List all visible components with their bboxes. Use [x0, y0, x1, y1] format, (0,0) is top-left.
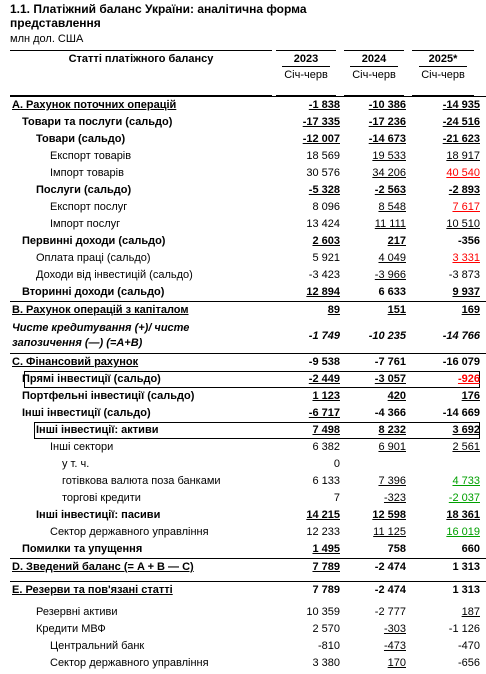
value-2023: -17 335 — [302, 116, 340, 128]
header-col-2023 — [276, 50, 336, 96]
value-2023: 1 495 — [312, 543, 340, 555]
value-2025: -21 623 — [442, 133, 480, 145]
value-2024: 12 598 — [372, 509, 406, 521]
row-label: Кредити МВФ — [36, 623, 106, 635]
value-2023: -5 328 — [308, 184, 340, 196]
value-2024: 11 125 — [373, 526, 406, 538]
value-2025: 3 331 — [452, 252, 480, 264]
row-label: Імпорт товарів — [50, 167, 124, 179]
value-2023: -1 838 — [308, 99, 340, 111]
value-2025: -24 516 — [442, 116, 480, 128]
header-year: 2025* — [428, 53, 458, 65]
table-row — [10, 490, 486, 507]
value-2025: 18 361 — [446, 509, 480, 521]
table-row — [10, 581, 486, 599]
row-label: Послуги (сальдо) — [36, 184, 132, 196]
row-label: Доходи від інвестицій (сальдо) — [36, 269, 193, 281]
table-row — [10, 439, 486, 456]
table-body — [10, 96, 486, 672]
value-2023: 5 921 — [312, 252, 340, 264]
value-2023: -6 717 — [308, 407, 340, 419]
table-row — [10, 131, 486, 148]
value-2024: 11 111 — [374, 218, 406, 230]
table-row — [10, 284, 486, 301]
row-label: Портфельні інвестиції (сальдо) — [22, 390, 195, 402]
table-row — [10, 96, 486, 114]
value-2024: -4 366 — [374, 407, 406, 419]
value-2024: 170 — [387, 657, 406, 669]
table-row — [10, 267, 486, 284]
value-2023: -12 007 — [302, 133, 340, 145]
value-2023: 7 498 — [312, 424, 340, 436]
value-2025: 9 937 — [452, 286, 480, 298]
value-2024: 19 533 — [372, 150, 406, 162]
row-label: B. Рахунок операцій з капіталом — [12, 304, 189, 316]
value-2023: 12 233 — [306, 526, 340, 538]
value-2023: 6 133 — [312, 475, 340, 487]
value-2025: 4 733 — [452, 475, 480, 487]
row-label: E. Резерви та пов'язані статті — [12, 584, 173, 596]
table-row — [10, 604, 486, 621]
value-2024: 420 — [387, 390, 406, 402]
table-row — [10, 405, 486, 422]
table-row — [10, 655, 486, 672]
table-row — [10, 473, 486, 490]
value-2024: 4 049 — [378, 252, 406, 264]
row-label: Інші інвестиції (сальдо) — [22, 407, 151, 419]
value-2025: 187 — [461, 606, 480, 618]
value-2023: 2 570 — [312, 623, 340, 635]
table-row — [10, 319, 486, 353]
row-label: Експорт товарів — [50, 150, 132, 162]
value-2023: 0 — [333, 458, 340, 470]
value-2024: -10 386 — [368, 99, 406, 111]
header-period: Січ-черв — [350, 66, 398, 82]
value-2024: -7 761 — [374, 356, 406, 368]
table-row — [10, 621, 486, 638]
value-2024: -10 235 — [368, 330, 406, 342]
table-row — [10, 456, 486, 473]
table-row — [10, 114, 486, 131]
value-2023: 10 359 — [306, 606, 340, 618]
value-2025: 10 510 — [446, 218, 480, 230]
table-row — [10, 541, 486, 558]
value-2025: 2 561 — [452, 441, 480, 453]
row-label: Інші інвестиції: пасиви — [36, 509, 161, 521]
table-row — [10, 507, 486, 524]
row-label: Прямі інвестиції (сальдо) — [22, 373, 161, 385]
value-2025: -1 126 — [448, 623, 480, 635]
value-2025: -2 037 — [448, 492, 480, 504]
value-2025: 3 692 — [452, 424, 480, 436]
value-2023: 30 576 — [306, 167, 340, 179]
header-period: Січ-черв — [419, 66, 467, 82]
table-row — [10, 233, 486, 250]
table-row — [10, 148, 486, 165]
value-2023: 12 894 — [306, 286, 340, 298]
value-2025: -14 935 — [442, 99, 480, 111]
value-2025: -14 766 — [442, 330, 480, 342]
value-2025: 16 019 — [446, 526, 480, 538]
value-2025: 7 617 — [452, 201, 480, 213]
value-2025: -356 — [457, 235, 480, 247]
row-label: Товари (сальдо) — [36, 133, 126, 145]
value-2025: -470 — [457, 640, 480, 652]
row-label: Помилки та упущення — [22, 543, 143, 555]
value-2025: 18 917 — [446, 150, 480, 162]
row-label: Оплата праці (сальдо) — [36, 252, 151, 264]
table-row — [10, 250, 486, 267]
row-label: Резервні активи — [36, 606, 118, 618]
value-2024: -14 673 — [368, 133, 406, 145]
value-2023: 3 380 — [312, 657, 340, 669]
value-2024: -323 — [383, 492, 406, 504]
value-2025: -3 873 — [448, 269, 480, 281]
table-row — [10, 165, 486, 182]
value-2023: 7 789 — [312, 561, 340, 573]
value-2024: 34 206 — [372, 167, 406, 179]
table-row — [10, 371, 486, 388]
row-label: Експорт послуг — [50, 201, 128, 213]
value-2023: 18 569 — [306, 150, 340, 162]
row-label: Сектор державного управління — [50, 526, 209, 538]
row-label: Вторинні доходи (сальдо) — [22, 286, 165, 298]
table-row — [10, 422, 486, 439]
header-period: Січ-черв — [282, 66, 330, 82]
row-label: A. Рахунок поточних операцій — [12, 99, 177, 111]
value-2024: -3 966 — [374, 269, 406, 281]
value-2023: -1 749 — [308, 330, 340, 342]
value-2025: 169 — [461, 304, 480, 316]
units-label: млн дол. США — [10, 33, 84, 45]
table-row — [10, 524, 486, 541]
value-2023: 8 096 — [312, 201, 340, 213]
value-2023: 89 — [327, 304, 340, 316]
value-2024: 7 396 — [378, 475, 406, 487]
value-2024: 758 — [387, 543, 406, 555]
value-2025: -656 — [457, 657, 480, 669]
row-label: Первинні доходи (сальдо) — [22, 235, 166, 247]
value-2023: -9 538 — [308, 356, 340, 368]
table-title: 1.1. Платіжний баланс України: аналітична форма представлення — [10, 2, 307, 30]
value-2024: -17 236 — [368, 116, 406, 128]
row-label: готівкова валюта поза банками — [62, 475, 221, 487]
value-2025: -926 — [457, 373, 480, 385]
row-label: Сектор державного управління — [50, 657, 209, 669]
header-col-2024 — [344, 50, 404, 96]
value-2023: 1 123 — [312, 390, 340, 402]
header-col-2025 — [412, 50, 474, 96]
value-2024: -473 — [383, 640, 406, 652]
header-year: 2024 — [361, 53, 387, 65]
value-2025: 1 313 — [452, 584, 480, 596]
row-label: торгові кредити — [62, 492, 141, 504]
value-2024: 6 633 — [378, 286, 406, 298]
value-2025: 660 — [461, 543, 480, 555]
value-2025: -16 079 — [442, 356, 480, 368]
table-row — [10, 638, 486, 655]
value-2025: 176 — [461, 390, 480, 402]
value-2024: -3 057 — [374, 373, 406, 385]
row-label: Імпорт послуг — [50, 218, 121, 230]
row-label: D. Зведений баланс (= A + B — C) — [12, 561, 194, 573]
row-label: у т. ч. — [62, 458, 90, 470]
value-2025: -14 669 — [442, 407, 480, 419]
table-row — [10, 558, 486, 576]
value-2023: 7 — [333, 492, 340, 504]
value-2023: 7 789 — [312, 584, 340, 596]
table-row — [10, 301, 486, 319]
value-2024: -2 563 — [374, 184, 406, 196]
row-label: Центральний банк — [50, 640, 145, 652]
value-2024: -2 474 — [374, 584, 406, 596]
table-row — [10, 388, 486, 405]
header-items-label: Статті платіжного балансу — [10, 50, 272, 96]
value-2023: 6 382 — [312, 441, 340, 453]
value-2023: -2 449 — [308, 373, 340, 385]
value-2024: -2 777 — [374, 606, 406, 618]
value-2024: -2 474 — [374, 561, 406, 573]
row-label: Інші сектори — [50, 441, 114, 453]
value-2024: 151 — [387, 304, 406, 316]
value-2025: 1 313 — [452, 561, 480, 573]
table-row — [10, 216, 486, 233]
row-label: Чисте кредитування (+)/ чисте запозичення (—) (=A+B) — [12, 322, 190, 349]
table-row — [10, 199, 486, 216]
value-2023: 14 215 — [306, 509, 340, 521]
table-row — [10, 353, 486, 371]
table-row — [10, 182, 486, 199]
value-2024: 8 232 — [378, 424, 406, 436]
value-2023: -3 423 — [308, 269, 340, 281]
value-2023: 2 603 — [312, 235, 340, 247]
header-year: 2023 — [293, 53, 319, 65]
value-2025: -2 893 — [448, 184, 480, 196]
row-label: Товари та послуги (сальдо) — [22, 116, 173, 128]
value-2024: 6 901 — [378, 441, 406, 453]
value-2025: 40 540 — [446, 167, 480, 179]
row-label: C. Фінансовий рахунок — [12, 356, 139, 368]
value-2023: 13 424 — [306, 218, 340, 230]
value-2024: -303 — [383, 623, 406, 635]
value-2023: -810 — [317, 640, 340, 652]
value-2024: 217 — [387, 235, 406, 247]
row-label: Інші інвестиції: активи — [36, 424, 159, 436]
value-2024: 8 548 — [378, 201, 406, 213]
